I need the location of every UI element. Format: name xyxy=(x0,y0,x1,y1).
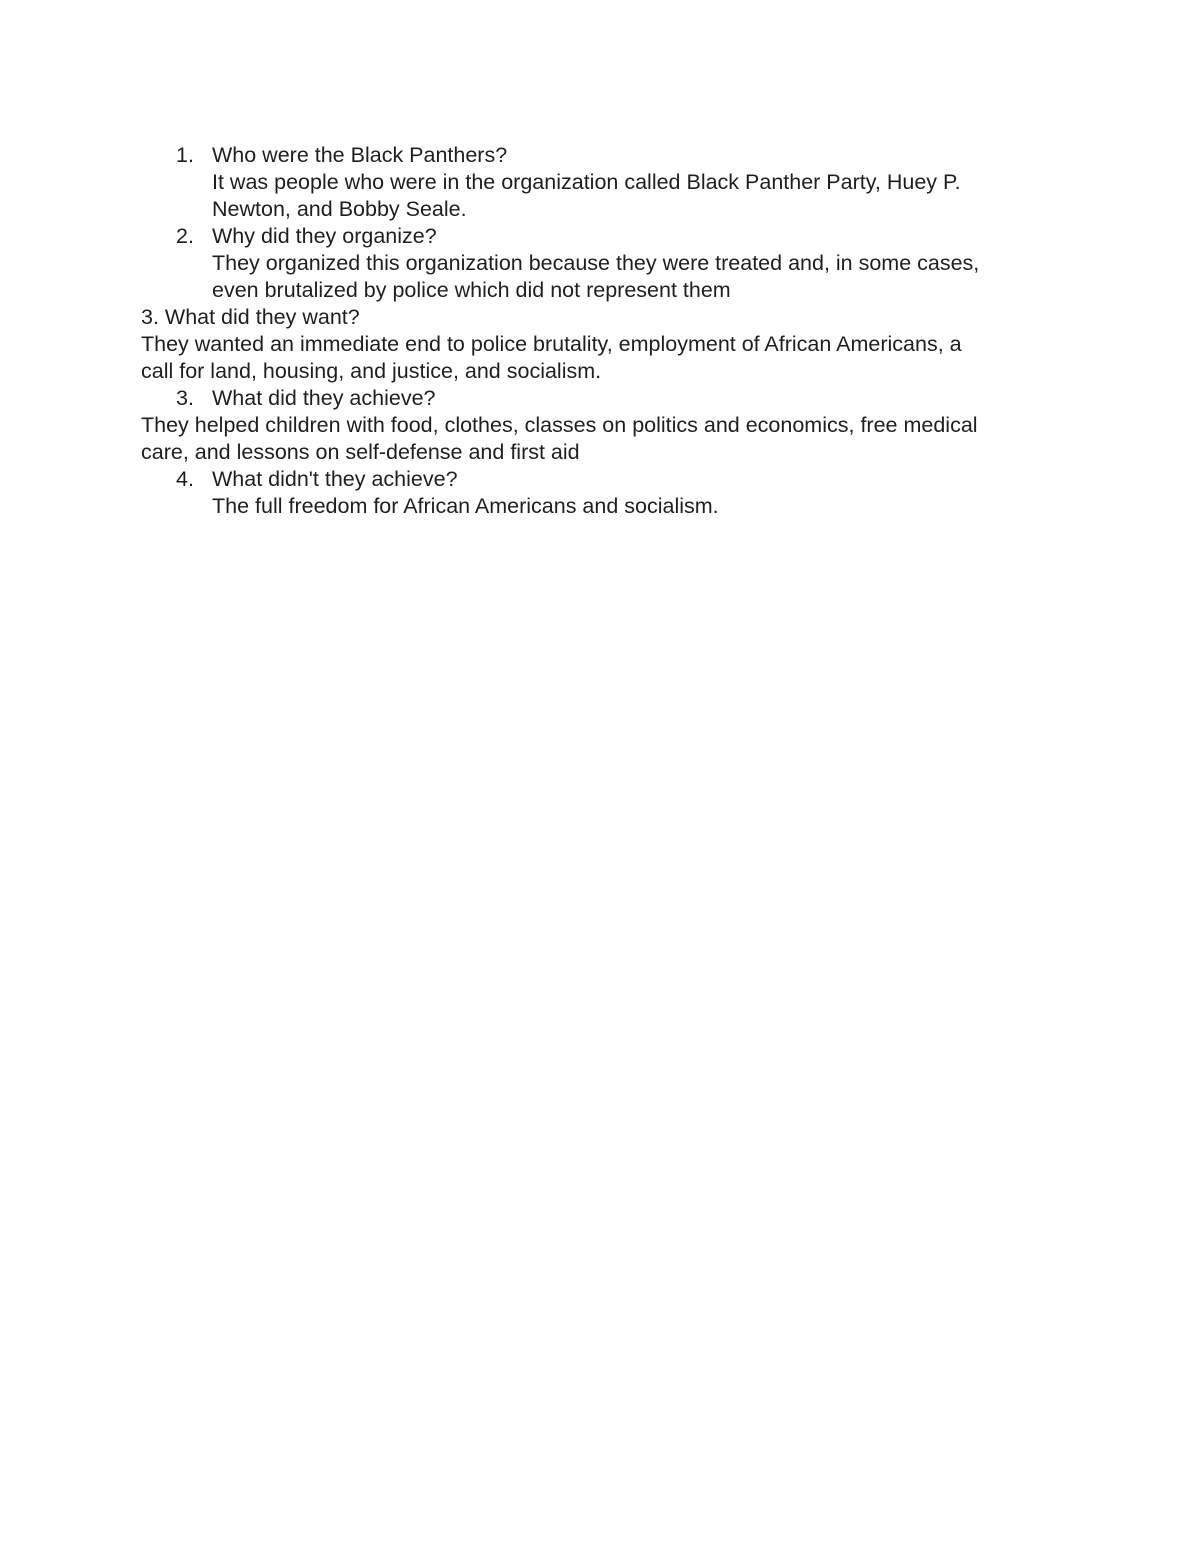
question-text: What did they achieve? xyxy=(212,386,436,410)
answer-line: call for land, housing, and justice, and socialism. xyxy=(141,359,602,383)
list-item-question xyxy=(141,223,1081,250)
answer-line: They helped children with food, clothes, classes on politics and economics, free medical xyxy=(141,413,978,437)
list-number: 3. xyxy=(176,386,194,410)
answer-line: even brutalized by police which did not represent them xyxy=(212,278,731,302)
list-item-question xyxy=(141,385,1081,412)
answer-line: care, and lessons on self-defense and first aid xyxy=(141,440,580,464)
answer-line: They wanted an immediate end to police brutality, employment of African Americans, a xyxy=(141,332,962,356)
answer-line: The full freedom for African Americans and socialism. xyxy=(212,494,719,518)
list-item-question xyxy=(141,466,1081,493)
answer-line: They organized this organization because they were treated and, in some cases, xyxy=(212,251,980,275)
answer-line: Newton, and Bobby Seale. xyxy=(212,197,467,221)
list-number: 1. xyxy=(176,143,194,167)
question-text: 3. What did they want? xyxy=(141,305,360,329)
answer-line: It was people who were in the organization called Black Panther Party, Huey P. xyxy=(212,170,961,194)
document-body xyxy=(141,142,1081,520)
question-text: Why did they organize? xyxy=(212,224,437,248)
list-item-question xyxy=(141,142,1081,169)
list-number: 4. xyxy=(176,467,194,491)
question-text: What didn't they achieve? xyxy=(212,467,458,491)
list-number: 2. xyxy=(176,224,194,248)
question-text: Who were the Black Panthers? xyxy=(212,143,508,167)
